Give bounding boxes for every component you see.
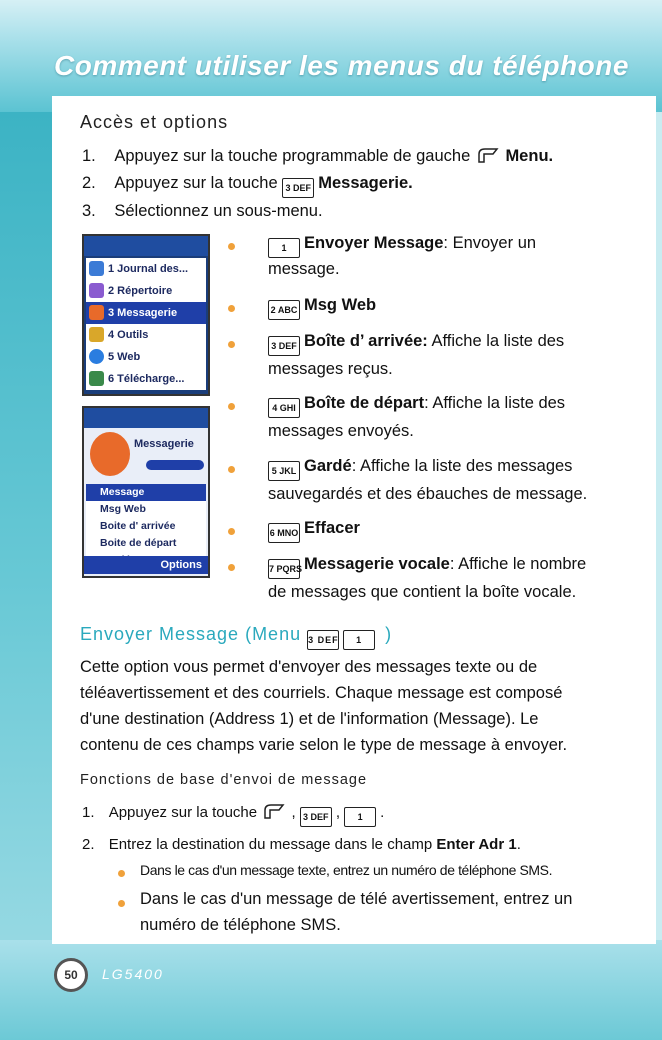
- phone-status-bar: [84, 408, 208, 428]
- phone-softkey-options: Options: [84, 556, 208, 574]
- key-2-icon: 2 ABC: [268, 300, 300, 320]
- paragraph-line: contenu de ces champs varie selon le type de message à envoyer.: [80, 736, 568, 754]
- right-decorative-bar: [656, 112, 662, 1040]
- section-heading-fonctions: Fonctions de base d'envoi de message: [80, 772, 368, 788]
- item-boite-depart: 4 GHI Boîte de départ: Affiche la liste des: [268, 394, 565, 418]
- phone-menu-item-selected: 3 Messagerie: [86, 302, 206, 324]
- key-3-icon: 3 DEF: [282, 178, 314, 198]
- key-4-icon: 4 GHI: [268, 398, 300, 418]
- bullet-icon: [228, 305, 235, 312]
- key-3-icon: 3 DEF: [307, 630, 339, 650]
- item-effacer: 6 MNO Effacer: [268, 519, 360, 543]
- bullet-icon: [228, 243, 235, 250]
- left-softkey-icon: [261, 802, 287, 820]
- bullet-icon: [118, 900, 125, 907]
- page-indicator-icon: [146, 460, 204, 470]
- fonctions-bullet: Dans le cas d'un message de télé avertissement, entrez un: [140, 890, 573, 908]
- messaging-icon: [89, 305, 104, 320]
- fonctions-bullet-cont: numéro de téléphone SMS.: [140, 916, 341, 934]
- step-3: 3. Sélectionnez un sous-menu.: [82, 202, 323, 220]
- model-name: LG5400: [102, 966, 164, 982]
- phone-screen-title: Messagerie: [134, 438, 194, 450]
- download-icon: [89, 371, 104, 386]
- section-heading-acces: Accès et options: [80, 112, 229, 132]
- step-2: 2. Appuyez sur la touche 3 DEF Messagerie.: [82, 174, 413, 198]
- phone-submenu-item: Boite d' arrivée: [86, 518, 206, 535]
- web-icon: [89, 349, 104, 364]
- phone-status-bar: [84, 236, 208, 256]
- key-1-icon: 1: [268, 238, 300, 258]
- phone-menu-item: 4 Outils: [86, 324, 206, 346]
- tools-icon: [89, 327, 104, 342]
- item-messagerie-vocale-desc: de messages que contient la boîte vocale.: [268, 583, 577, 601]
- phone-menu-item: 1 Journal des...: [86, 258, 206, 280]
- key-1-icon: 1: [343, 630, 375, 650]
- paragraph-line: Cette option vous permet d'envoyer des messages texte ou de: [80, 658, 538, 676]
- item-boite-arrivee-desc: messages reçus.: [268, 360, 393, 378]
- key-3-icon: 3 DEF: [300, 807, 332, 827]
- step-1: 1. Appuyez sur la touche programmable de gauche Menu.: [82, 147, 554, 165]
- paragraph-line: d'une destination (Address 1) et de l'information (Message). Le: [80, 710, 539, 728]
- messaging-illustration-icon: [90, 432, 130, 476]
- paragraph-line: téléavertissement et des courriels. Chaque message est composé: [80, 684, 563, 702]
- page-title: Comment utiliser les menus du téléphone: [54, 50, 629, 81]
- bullet-icon: [118, 870, 125, 877]
- fonctions-step-2: 2. Entrez la destination du message dans le champ Enter Adr 1.: [82, 836, 521, 853]
- phone-screen-messaging: [82, 406, 210, 578]
- phone-menu-item: 2 Répertoire: [86, 280, 206, 302]
- item-envoyer-message-desc: message.: [268, 260, 340, 278]
- item-envoyer-message: 1 Envoyer Message: Envoyer un: [268, 234, 536, 258]
- content-panel: [52, 96, 656, 944]
- bullet-icon: [228, 564, 235, 571]
- bullet-icon: [228, 466, 235, 473]
- key-7-icon: 7 PQRS: [268, 559, 300, 579]
- left-softkey-icon: [475, 146, 501, 164]
- phone-submenu-item: Boite de départ: [86, 535, 206, 552]
- key-6-icon: 6 MNO: [268, 523, 300, 543]
- journal-icon: [89, 261, 104, 276]
- phone-screen-main-menu: [82, 234, 210, 396]
- footer-band: [0, 940, 662, 1040]
- item-garde-desc: sauvegardés et des ébauches de message.: [268, 485, 588, 503]
- phone-menu-item: 6 Télécharge...: [86, 368, 206, 390]
- bullet-icon: [228, 341, 235, 348]
- bullet-icon: [228, 528, 235, 535]
- item-garde: 5 JKL Gardé: Affiche la liste des messages: [268, 457, 572, 481]
- key-1-icon: 1: [344, 807, 376, 827]
- key-5-icon: 5 JKL: [268, 461, 300, 481]
- item-messagerie-vocale: 7 PQRS Messagerie vocale: Affiche le nombre: [268, 555, 586, 579]
- page-number-badge: 50: [54, 958, 88, 992]
- section-heading-envoyer: Envoyer Message (Menu 3 DEF 1 ): [80, 624, 392, 650]
- item-msg-web: 2 ABC Msg Web: [268, 296, 376, 320]
- contacts-icon: [89, 283, 104, 298]
- key-3-icon: 3 DEF: [268, 336, 300, 356]
- item-boite-depart-desc: messages envoyés.: [268, 422, 414, 440]
- item-boite-arrivee: 3 DEF Boîte d’ arrivée: Affiche la liste des: [268, 332, 564, 356]
- fonctions-bullet: Dans le cas d'un message texte, entrez un numéro de téléphone SMS.: [140, 862, 553, 878]
- left-decorative-bar: [0, 112, 52, 1040]
- bullet-icon: [228, 403, 235, 410]
- phone-menu-item: 5 Web: [86, 346, 206, 368]
- phone-submenu-item: Msg Web: [86, 501, 206, 518]
- fonctions-step-1: 1. Appuyez sur la touche , 3 DEF , 1 .: [82, 802, 384, 827]
- phone-submenu-item-selected: Message: [86, 484, 206, 501]
